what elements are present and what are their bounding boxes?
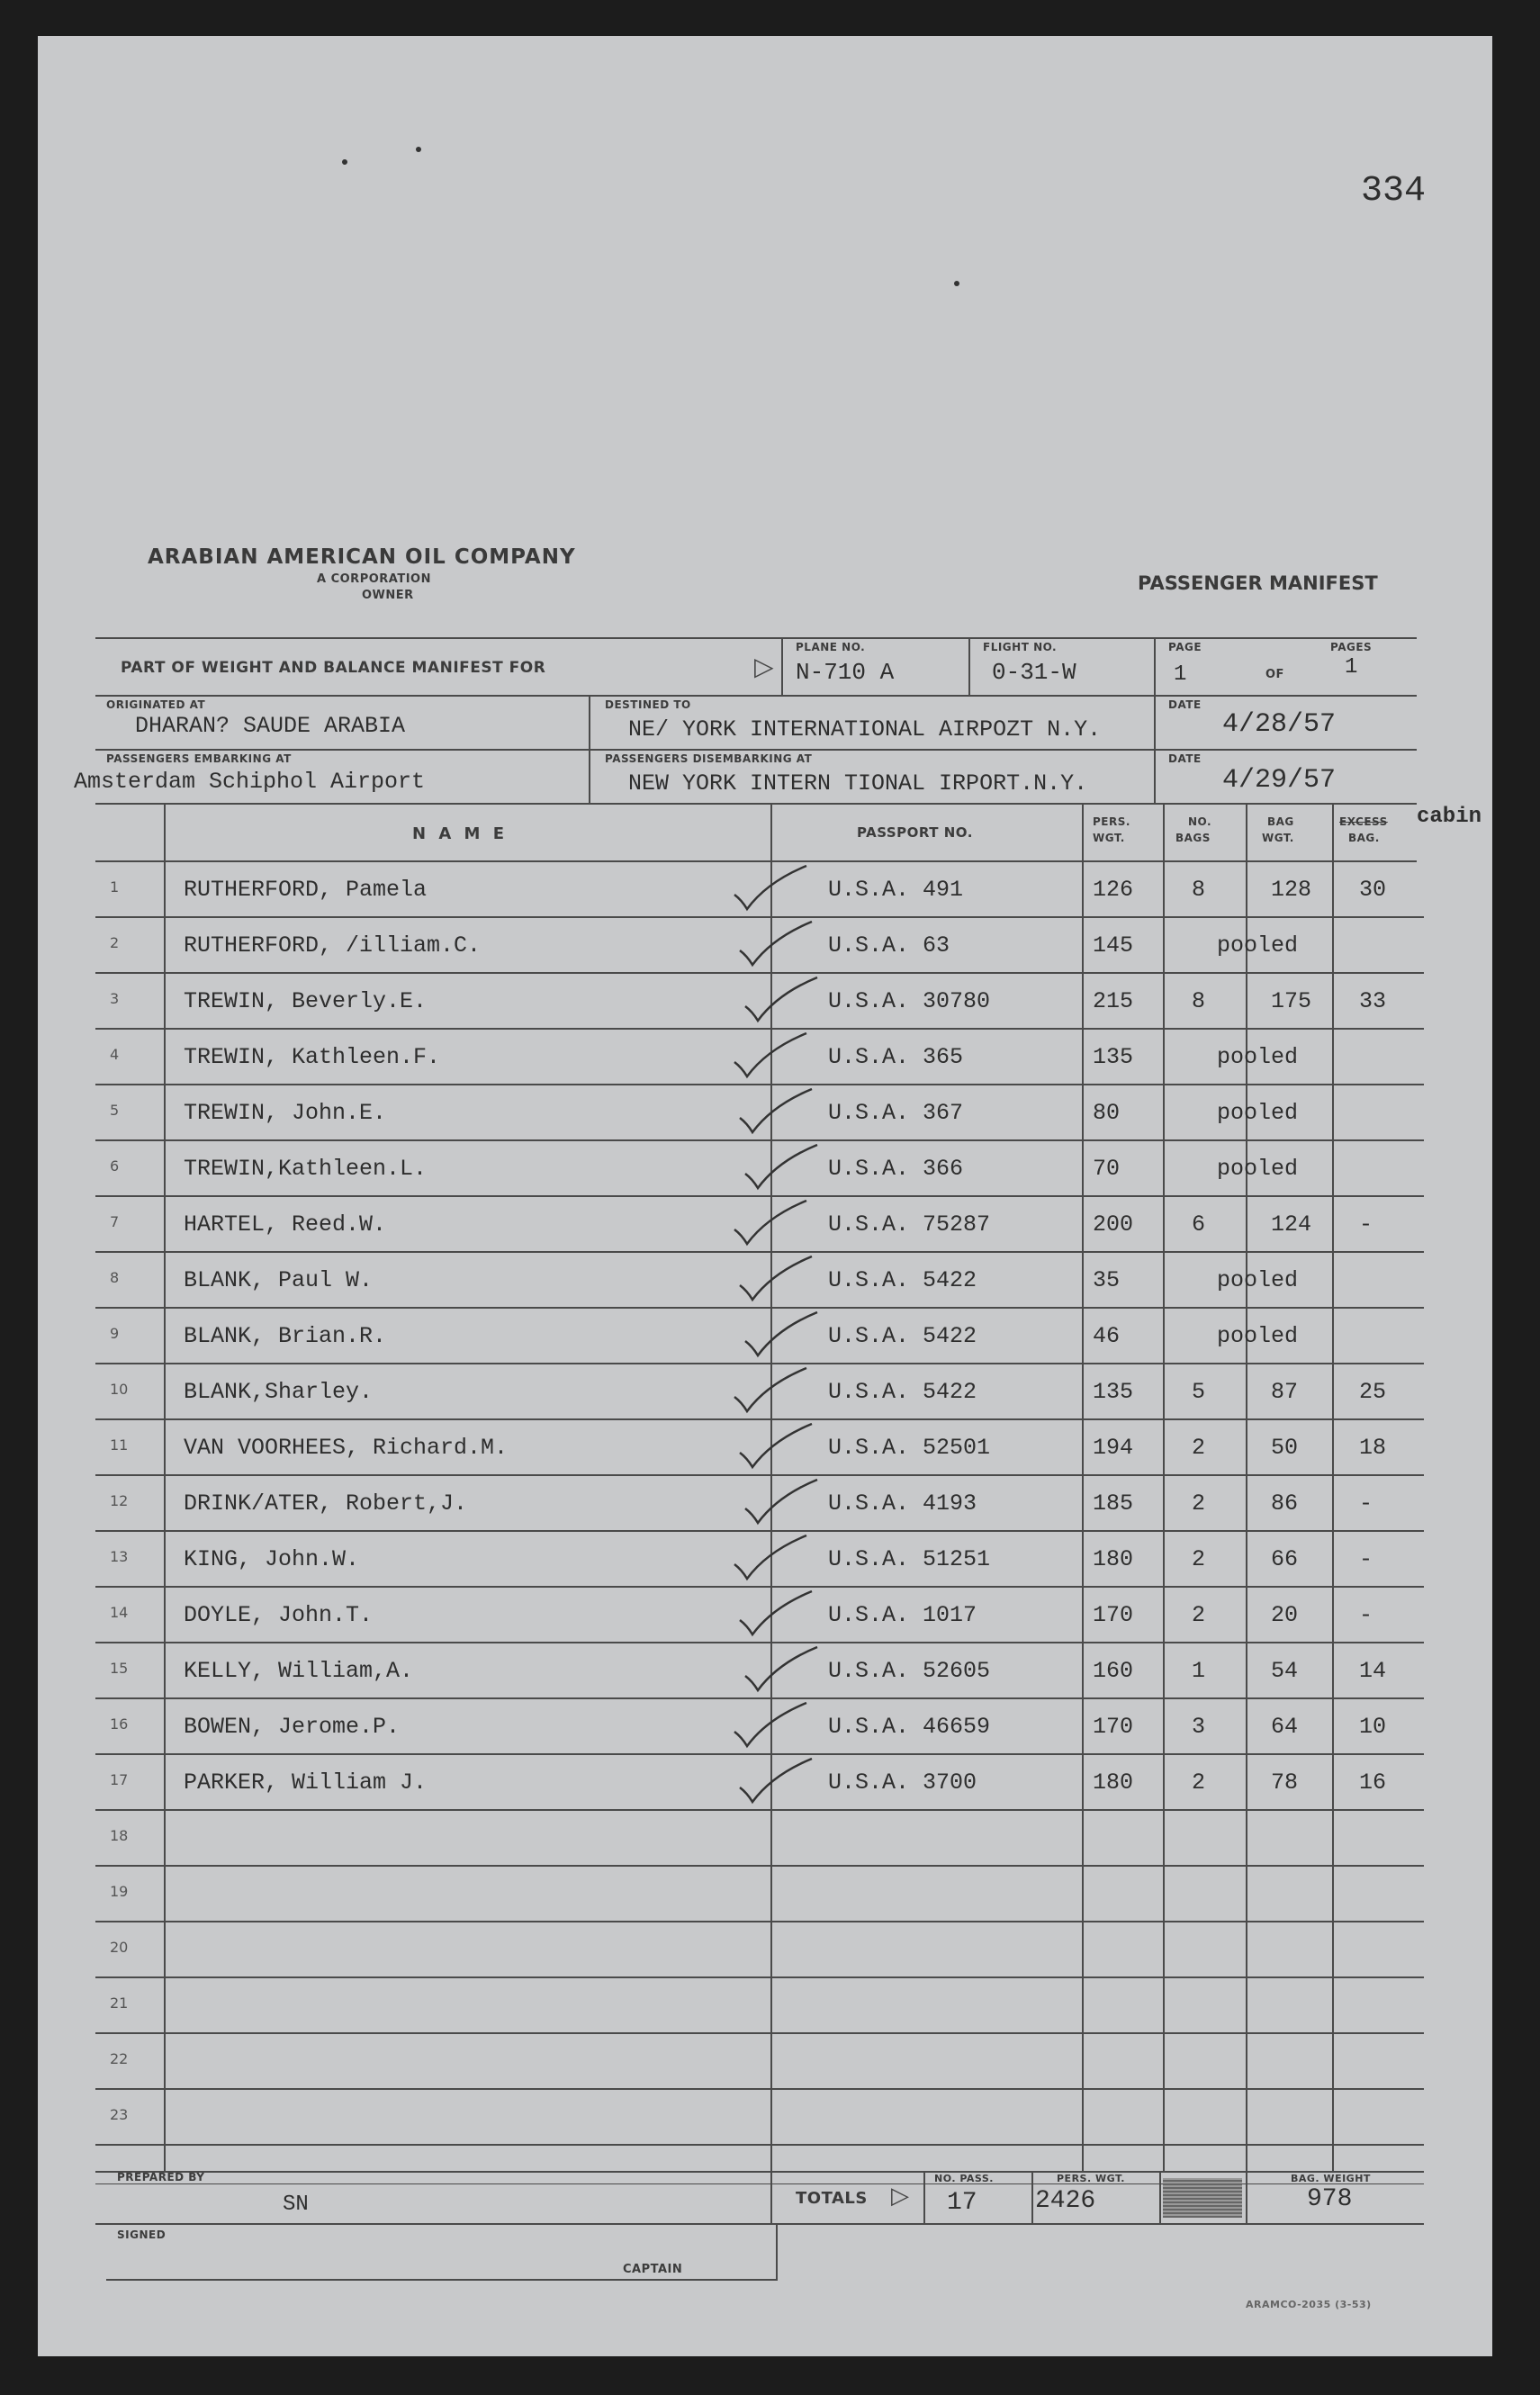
speck (342, 159, 347, 165)
company-owner: OWNER (362, 589, 414, 602)
personal-weight: 185 (1093, 1490, 1134, 1517)
passport-number: U.S.A. 46659 (828, 1714, 991, 1740)
bag-count: 5 (1192, 1379, 1206, 1405)
bag-count: 2 (1192, 1435, 1206, 1461)
row-number: 3 (110, 990, 120, 1007)
row-number: 13 (110, 1548, 129, 1565)
checkmark-icon (742, 1310, 823, 1364)
bag-weight: 175 (1271, 988, 1312, 1014)
pers-wgt-value: 2426 (1035, 2187, 1096, 2215)
row-number: 6 (110, 1157, 120, 1175)
page-number: 334 (1361, 171, 1427, 212)
bag-count: 2 (1192, 1602, 1206, 1628)
personal-weight: 135 (1093, 1044, 1134, 1070)
company-name: ARABIAN AMERICAN OIL COMPANY (148, 545, 576, 569)
excess-baggage: 16 (1359, 1769, 1387, 1796)
embark-value: Amsterdam Schiphol Airport (74, 769, 426, 795)
passport-number: U.S.A. 75287 (828, 1211, 991, 1238)
passport-number: U.S.A. 51251 (828, 1546, 991, 1572)
form-code: ARAMCO-2035 (3-53) (1246, 2299, 1372, 2310)
personal-weight: 80 (1093, 1100, 1121, 1126)
col-excess-1: EXCESS (1339, 815, 1388, 828)
page-label: PAGE (1168, 641, 1202, 653)
disembark-value: NEW YORK INTERN TIONAL IRPORT.N.Y. (628, 770, 1088, 797)
checkmark-icon (731, 864, 812, 918)
checkmark-icon (736, 1087, 817, 1141)
pooled-note: pooled (1217, 1267, 1299, 1293)
excess-baggage: 25 (1359, 1379, 1387, 1405)
personal-weight: 160 (1093, 1658, 1134, 1684)
col-passport: PASSPORT NO. (857, 824, 973, 841)
totals-label: TOTALS (796, 2189, 868, 2208)
bag-weight: 87 (1271, 1379, 1299, 1405)
part-label: PART OF WEIGHT AND BALANCE MANIFEST FOR (121, 659, 546, 677)
excess-baggage: 18 (1359, 1435, 1387, 1461)
checkmark-icon (731, 1701, 812, 1755)
pooled-note: pooled (1217, 1156, 1299, 1182)
date2-value: 4/29/57 (1222, 765, 1337, 796)
passenger-name: KING, John.W. (184, 1546, 360, 1572)
prepared-value: SN (283, 2192, 309, 2217)
originated-value: DHARAN? SAUDE ARABIA (135, 713, 406, 739)
row-number: 5 (110, 1102, 120, 1119)
pooled-note: pooled (1217, 1100, 1299, 1126)
flight-label: FLIGHT NO. (983, 641, 1058, 653)
col-bags-2: BAGS (1175, 832, 1211, 844)
bag-count: 1 (1192, 1658, 1206, 1684)
col-bags-1: NO. (1188, 815, 1212, 828)
plane-value: N-710 A (796, 659, 895, 686)
bag-weight: 78 (1271, 1769, 1299, 1796)
personal-weight: 170 (1093, 1602, 1134, 1628)
excess-baggage: - (1359, 1211, 1373, 1238)
checkmark-icon (742, 1645, 823, 1699)
bag-weight: 86 (1271, 1490, 1299, 1517)
bag-weight: 124 (1271, 1211, 1312, 1238)
col-bagwgt-1: BAG (1267, 815, 1294, 828)
row-number: 17 (110, 1771, 129, 1788)
col-pers-2: WGT. (1093, 832, 1125, 844)
personal-weight: 145 (1093, 932, 1134, 959)
row-number: 18 (110, 1827, 129, 1844)
passport-number: U.S.A. 3700 (828, 1769, 977, 1796)
company-sub: A CORPORATION (317, 572, 431, 586)
bag-count: 8 (1192, 988, 1206, 1014)
bag-weight: 50 (1271, 1435, 1299, 1461)
excess-baggage: 33 (1359, 988, 1387, 1014)
row-number: 12 (110, 1492, 129, 1509)
passenger-name: RUTHERFORD, Pamela (184, 877, 428, 903)
personal-weight: 194 (1093, 1435, 1134, 1461)
passport-number: U.S.A. 4193 (828, 1490, 977, 1517)
row-number: 7 (110, 1213, 120, 1230)
checkmark-icon (742, 1143, 823, 1197)
no-pass-label: NO. PASS. (934, 2173, 994, 2184)
row-number: 19 (110, 1883, 129, 1900)
excess-baggage: - (1359, 1602, 1373, 1628)
col-bagwgt-2: WGT. (1262, 832, 1294, 844)
date2-label: DATE (1168, 752, 1202, 765)
passport-number: U.S.A. 52605 (828, 1658, 991, 1684)
passenger-name: BLANK, Paul W. (184, 1267, 374, 1293)
passenger-name: TREWIN, Beverly.E. (184, 988, 428, 1014)
bag-count: 3 (1192, 1714, 1206, 1740)
checkmark-icon (736, 1255, 817, 1309)
personal-weight: 180 (1093, 1769, 1134, 1796)
excess-baggage: - (1359, 1546, 1373, 1572)
passport-number: U.S.A. 365 (828, 1044, 964, 1070)
passenger-name: BOWEN, Jerome.P. (184, 1714, 401, 1740)
checkmark-icon (731, 1031, 812, 1085)
excess-baggage: - (1359, 1490, 1373, 1517)
passport-number: U.S.A. 63 (828, 932, 950, 959)
checkmark-icon (736, 1589, 817, 1643)
speck (954, 281, 959, 286)
row-number: 15 (110, 1660, 129, 1677)
personal-weight: 180 (1093, 1546, 1134, 1572)
flight-value: 0-31-W (992, 659, 1076, 686)
checkmark-icon (731, 1534, 812, 1588)
passenger-name: BLANK, Brian.R. (184, 1323, 387, 1349)
pooled-note: pooled (1217, 932, 1299, 959)
checkmark-icon (736, 1422, 817, 1476)
checkmark-icon (731, 1199, 812, 1253)
plane-label: PLANE NO. (796, 641, 866, 653)
passport-number: U.S.A. 30780 (828, 988, 991, 1014)
personal-weight: 215 (1093, 988, 1134, 1014)
bag-weight: 64 (1271, 1714, 1299, 1740)
personal-weight: 200 (1093, 1211, 1134, 1238)
col-pers-1: PERS. (1093, 815, 1130, 828)
passport-number: U.S.A. 5422 (828, 1379, 977, 1405)
row-number: 16 (110, 1715, 129, 1733)
row-number: 10 (110, 1381, 129, 1398)
bag-weight-label: BAG. WEIGHT (1291, 2173, 1371, 2184)
passport-number: U.S.A. 52501 (828, 1435, 991, 1461)
pers-wgt-label: PERS. WGT. (1057, 2173, 1125, 2184)
checkmark-icon (742, 1478, 823, 1532)
passport-number: U.S.A. 366 (828, 1156, 964, 1182)
date1-label: DATE (1168, 698, 1202, 711)
row-number: 14 (110, 1604, 129, 1621)
pages-value: 1 (1345, 655, 1358, 680)
date1-value: 4/28/57 (1222, 709, 1337, 740)
pooled-note: pooled (1217, 1323, 1299, 1349)
bag-weight-value: 978 (1307, 2185, 1353, 2213)
bag-count: 2 (1192, 1490, 1206, 1517)
passenger-name: HARTEL, Reed.W. (184, 1211, 387, 1238)
arrow-right-icon: ▷ (891, 2182, 909, 2209)
passenger-name: KELLY, William,A. (184, 1658, 414, 1684)
embark-label: PASSENGERS EMBARKING AT (106, 752, 292, 765)
passenger-name: PARKER, William J. (184, 1769, 428, 1796)
bag-count: 6 (1192, 1211, 1206, 1238)
row-number: 4 (110, 1046, 120, 1063)
passenger-name: DRINK/ATER, Robert,J. (184, 1490, 468, 1517)
personal-weight: 46 (1093, 1323, 1121, 1349)
manifest-sheet (38, 36, 1492, 2356)
bag-count: 2 (1192, 1546, 1206, 1572)
destined-label: DESTINED TO (605, 698, 691, 711)
passenger-name: VAN VOORHEES, Richard.M. (184, 1435, 509, 1461)
row-number: 1 (110, 878, 120, 896)
personal-weight: 35 (1093, 1267, 1121, 1293)
cabin-note: cabin (1417, 805, 1482, 829)
personal-weight: 70 (1093, 1156, 1121, 1182)
personal-weight: 170 (1093, 1714, 1134, 1740)
passport-number: U.S.A. 367 (828, 1100, 964, 1126)
col-name: N A M E (412, 824, 509, 843)
signed-label: SIGNED (117, 2228, 167, 2241)
bag-weight: 54 (1271, 1658, 1299, 1684)
bag-count: 8 (1192, 877, 1206, 903)
no-pass-value: 17 (947, 2189, 977, 2217)
bag-weight: 20 (1271, 1602, 1299, 1628)
speck (416, 147, 421, 152)
passenger-name: TREWIN, Kathleen.F. (184, 1044, 441, 1070)
row-number: 11 (110, 1436, 129, 1454)
row-number: 23 (110, 2106, 129, 2123)
row-number: 20 (110, 1939, 129, 1956)
passenger-name: TREWIN,Kathleen.L. (184, 1156, 428, 1182)
checkmark-icon (736, 1757, 817, 1811)
row-number: 8 (110, 1269, 120, 1286)
pages-label: PAGES (1330, 641, 1373, 653)
of-label: OF (1265, 668, 1284, 681)
passport-number: U.S.A. 491 (828, 877, 964, 903)
excess-baggage: 10 (1359, 1714, 1387, 1740)
personal-weight: 135 (1093, 1379, 1134, 1405)
excess-baggage: 14 (1359, 1658, 1387, 1684)
page-value: 1 (1174, 662, 1187, 687)
shaded-box (1163, 2178, 1242, 2218)
personal-weight: 126 (1093, 877, 1134, 903)
passport-number: U.S.A. 5422 (828, 1323, 977, 1349)
passport-number: U.S.A. 5422 (828, 1267, 977, 1293)
row-number: 21 (110, 1994, 129, 2012)
form-title: PASSENGER MANIFEST (1138, 572, 1378, 594)
checkmark-icon (731, 1366, 812, 1420)
arrow-right-icon: ▷ (754, 653, 774, 680)
row-number: 2 (110, 934, 120, 951)
passport-number: U.S.A. 1017 (828, 1602, 977, 1628)
disembark-label: PASSENGERS DISEMBARKING AT (605, 752, 813, 765)
col-excess-2: BAG. (1348, 832, 1380, 844)
checkmark-icon (742, 976, 823, 1030)
bag-weight: 128 (1271, 877, 1312, 903)
row-number: 22 (110, 2050, 129, 2067)
bag-weight: 66 (1271, 1546, 1299, 1572)
originated-label: ORIGINATED AT (106, 698, 206, 711)
pooled-note: pooled (1217, 1044, 1299, 1070)
passenger-name: RUTHERFORD, /illiam.C. (184, 932, 482, 959)
row-number: 9 (110, 1325, 120, 1342)
destined-value: NE/ YORK INTERNATIONAL AIRPOZT N.Y. (628, 716, 1102, 743)
bag-count: 2 (1192, 1769, 1206, 1796)
passenger-name: TREWIN, John.E. (184, 1100, 387, 1126)
checkmark-icon (736, 920, 817, 974)
passenger-name: BLANK,Sharley. (184, 1379, 374, 1405)
passenger-name: DOYLE, John.T. (184, 1602, 374, 1628)
excess-baggage: 30 (1359, 877, 1387, 903)
prepared-label: PREPARED BY (117, 2171, 205, 2183)
captain-label: CAPTAIN (623, 2263, 683, 2276)
